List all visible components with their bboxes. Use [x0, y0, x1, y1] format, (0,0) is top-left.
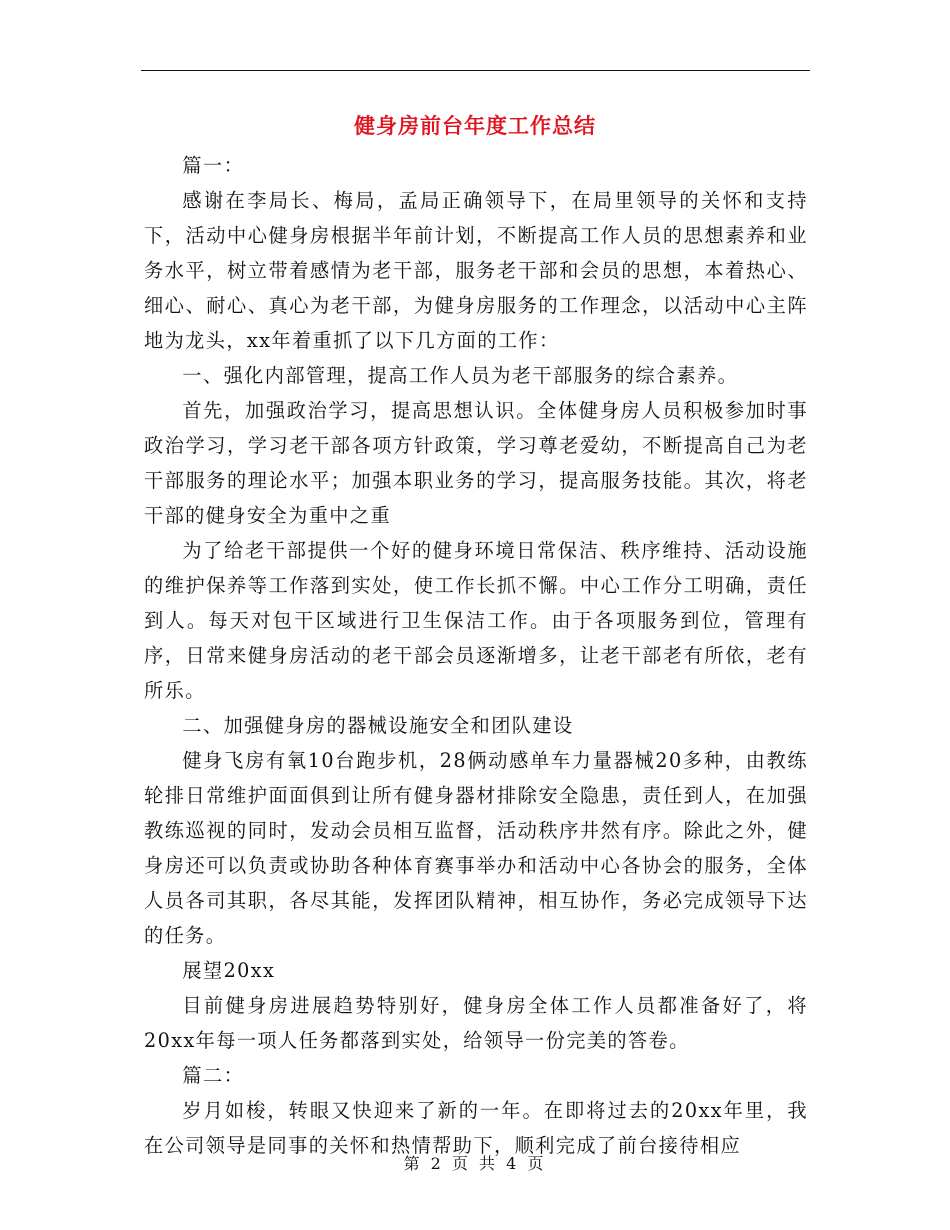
- document-body: [144, 148, 808, 1163]
- header-rule: [141, 70, 810, 71]
- paragraph: 一、强化内部管理，提高工作人员为老干部服务的综合素养。: [182, 364, 739, 387]
- paragraph: 为了给老干部提供一个好的健身环境日常保洁、秩序维持、活动设施的维护保养等工作落到实处，使工作长抓不懈。中心工作分工明确，责任到人。每天对包干区域进行卫生保洁工作。由于各项服务到位，管理有序，日常来健身房活动的老干部会员逐渐增多，让老干部老有所依，老有所乐。: [144, 539, 808, 702]
- document-title: 健身房前台年度工作总结: [354, 113, 596, 138]
- paragraph: 感谢在李局长、梅局，孟局正确领导下，在局里领导的关怀和支持下，活动中心健身房根据半年前计划，不断提高工作人员的思想素养和业务水平，树立带着感情为老干部，服务老干部和会员的思想，本着热心、细心、耐心、真心为老干部，为健身房服务的工作理念，以活动中心主阵地为龙头，xx年着重抓了以下几方面的工作：: [144, 189, 808, 352]
- paragraph: 岁月如梭，转眼又快迎来了新的一年。在即将过去的20xx年里，我在公司领导是同事的关怀和热情帮助下，顺利完成了前台接待相应: [144, 1099, 808, 1157]
- paragraph: 展望20xx: [182, 959, 276, 982]
- paragraph: 目前健身房进展趋势特别好，健身房全体工作人员都准备好了，将20xx年每一项人任务都落到实处，给领导一份完美的答卷。: [144, 994, 808, 1052]
- paragraph: 健身飞房有氧10台跑步机，28俩动感单车力量器械20多种，由教练轮排日常维护面面俱到让所有健身器材排除安全隐患，责任到人，在加强教练巡视的同时，发动会员相互监督，活动秩序井然有序。除此之外，健身房还可以负责或协助各种体育赛事举办和活动中心各协会的服务，全体人员各司其职，各尽其能，发挥团队精神，相互协作，务必完成领导下达的任务。: [144, 749, 808, 947]
- paragraph: 篇一：: [182, 154, 245, 177]
- page-number-footer: 第 2 页 共 4 页: [403, 1154, 547, 1173]
- paragraph: 二、加强健身房的器械设施安全和团队建设: [182, 714, 574, 737]
- paragraph: 首先，加强政治学习，提高思想认识。全体健身房人员积极参加时事政治学习，学习老干部各项方针政策，学习尊老爱幼，不断提高自己为老干部服务的理论水平；加强本职业务的学习，提高服务技能。其次，将老干部的健身安全为重中之重: [144, 399, 808, 527]
- paragraph: 篇二：: [182, 1064, 245, 1087]
